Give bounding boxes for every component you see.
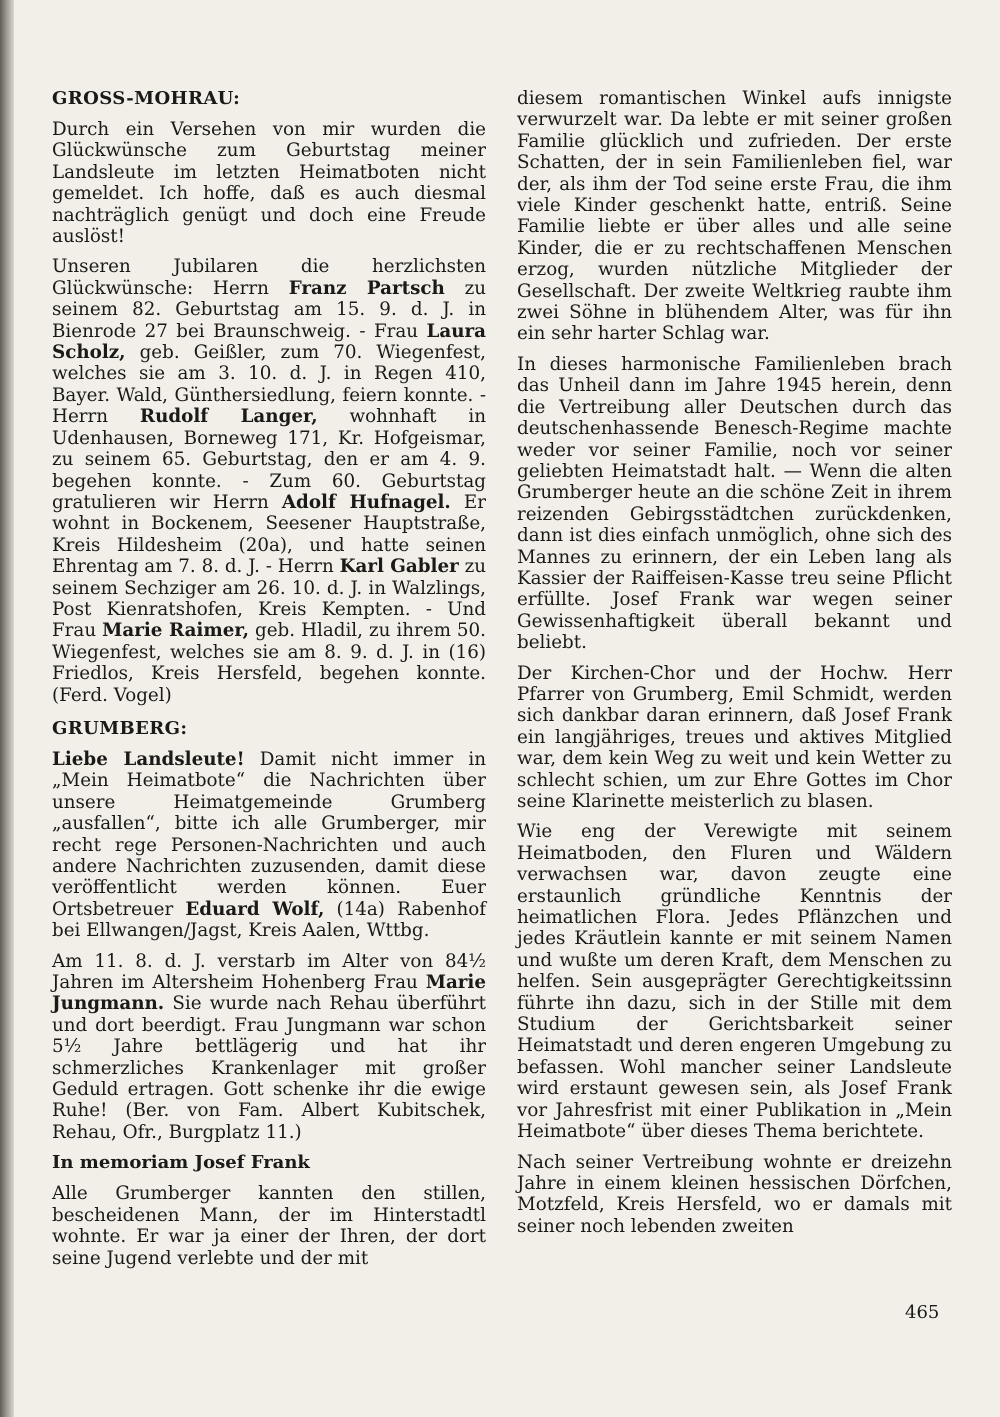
name-marie-jungmann: Marie Jungmann.	[52, 972, 486, 1015]
section-heading-gross-mohrau: GROSS-MOHRAU:	[52, 88, 241, 109]
appeal-salutation: Liebe Landsleute!	[52, 748, 245, 770]
section-heading-in-memoriam: In memoriam Josef Frank	[52, 1152, 310, 1174]
gross-mohrau-intro-paragraph: Durch ein Versehen von mir wurden die Glückwünsche zum Geburtstag meiner Landsleute im letzten Heimatboten nicht gemeldet. Ich hoffe, daß es auch diesmal nachträglich genügt und doch eine Freude auslöst!	[52, 119, 486, 248]
gross-mohrau-birthday-paragraph: Unseren Jubilaren die herzlichsten Glückwünsche: Herrn Franz Partsch zu seinem 82. Geburtstag am 15. 9. d. J. in Bienrode 27 bei Braunschweig. - Frau Laura Scholz, geb. Geißler, zum 70. Wiegenfest, welches sie am 3. 10. d. J. in Regen 410, Bayer. Wald, Günthersiedlung, feiern konnte. - Herrn Rudolf Langer, wohnhaft in Udenhausen, Borneweg 171, Kr. Hofgeismar, zu seinem 65. Geburtstag, den er am 4. 9. begehen konnte. - Zum 60. Geburtstag gratulieren wir Herrn Adolf Hufnagel. Er wohnt in Bockenem, Seesener Hauptstraße, Kreis Hildesheim (20a), und hatte seinen Ehrentag am 7. 8. d. J. - Herrn Karl Gabler zu seinem Sechziger am 26. 10. d. J. in Walzlings, Post Kienratshofen, Kreis Kempten. - Und Frau Marie Raimer, geb. Hladil, zu ihrem 50. Wiegenfest, welches sie am 8. 9. d. J. in (16) Friedlos, Kreis Hersfeld, begehen konnte. (Ferd. Vogel)	[52, 256, 487, 706]
name-laura-scholz: Laura Scholz,	[52, 320, 486, 364]
grumberg-obituary-paragraph: Am 11. 8. d. J. verstarb im Alter von 84½ Jahren im Altersheim Hohenberg Frau Marie Jungmann. Sie wurde nach Rehau überführt und dort beerdigt. Frau Jungmann war schon 5½ Jahre bettlägerig und hat ihr schmerzliches Krankenlager mit großer Geduld ertragen. Gott schenke ihr die ewige Ruhe! (Ber. von Fam. Albert Kubitschek, Rehau, Ofr., Burgplatz 11.)	[52, 950, 486, 1143]
memoriam-paragraph-4: Der Kirchen-Chor und der Hochw. Herr Pfarrer von Grumberg, Emil Schmidt, werden sich dankbar daran erinnern, daß Josef Frank ein langjähriges, treues und aktives Mitglied war, dem kein Weg zu weit und kein Wetter zu schlecht schien, um zur Ehre Gottes im Chor seine Klarinette meisterlich zu blasen.	[517, 662, 952, 812]
name-rudolf-langer: Rudolf Langer,	[139, 406, 318, 428]
memoriam-paragraph-1: Alle Grumberger kannten den stillen, bescheidenen Mann, der im Hinterstadtl wohnte. Er war ja einer der Ihren, der dort seine Jugend verlebte und der mit	[52, 1183, 486, 1269]
name-adolf-hufnagel: Adolf Hufnagel.	[281, 491, 451, 513]
name-karl-gabler: Karl Gabler	[339, 556, 459, 578]
right-column	[517, 88, 952, 1246]
section-heading-grumberg: GRUMBERG:	[52, 717, 188, 739]
memoriam-paragraph-6: Nach seiner Vertreibung wohnte er dreizehn Jahre in einem kleinen hessischen Dörfchen, Motzfeld, Kreis Hersfeld, wo er damals mit seiner noch lebenden zweiten	[517, 1151, 952, 1237]
memoriam-paragraph-5: Wie eng der Verewigte mit seinem Heimatboden, den Fluren und Wäldern verwachsen war, davon zeugte eine erstaunlich gründliche Kenntnis der heimatlichen Flora. Jedes Pflänzchen und jedes Kräutlein kannte er mit seinem Namen und wußte um deren Kraft, dem Menschen zu helfen. Sein ausgeprägter Gerechtigkeitssinn führte ihn dazu, sich in der Stille mit dem Studium der Gerichtsbarkeit seiner Heimatstadt und deren engeren Umgebung zu befassen. Wohl mancher seiner Landsleute wird erstaunt gewesen sein, als Josef Frank vor Jahresfrist mit einer Publikation in „Mein Heimatbote“ über dieses Thema berichtete.	[517, 821, 952, 1143]
memoriam-paragraph-3: In dieses harmonische Familienleben brach das Unheil dann im Jahre 1945 herein, denn die Vertreibung aller Deutschen durch das deutschenhassende Benesch-Regime machte weder vor seiner Familie, noch vor seiner geliebten Heimatstadt halt. — Wenn die alten Grumberger heute an die schöne Zeit in ihrem reizenden Gebirgsstädtchen zurückdenken, dann ist dies einfach unmöglich, ohne sich des Mannes zu erinnern, der ein Leben lang als Kassier der Raiffeisen-Kasse treu seine Pflicht erfüllte. Josef Frank war wegen seiner Gewissenhaftigkeit überall bekannt und beliebt.	[517, 353, 952, 654]
page-number: 465	[905, 1302, 940, 1323]
name-marie-raimer: Marie Raimer,	[102, 620, 250, 642]
grumberg-appeal-paragraph: Liebe Landsleute! Damit nicht immer in „Mein Heimatbote“ die Nachrichten über unsere Heimatgemeinde Grumberg „ausfallen“, bitte ich alle Grumberger, mir recht rege Personen-Nachrichten und auch andere Nachrichten zuzusenden, damit diese veröffentlicht werden können. Euer Ortsbetreuer Eduard Wolf, (14a) Rabenhof bei Ellwangen/Jagst, Kreis Aalen, Wttbg.	[52, 748, 486, 942]
memoriam-paragraph-2: diesem romantischen Winkel aufs innigste verwurzelt war. Da lebte er mit seiner großen Familie glücklich und zufrieden. Der erste Schatten, der in sein Familienleben fiel, war der, als ihm der Tod seine erste Frau, die ihm viele Kinder geschenkt hatte, entriß. Seine Familie liebte er über alles und alle seine Kinder, die er zu rechtschaffenen Menschen erzog, wurden nützliche Mitglieder der Gesellschaft. Der zweite Weltkrieg raubte ihm zwei Söhne in blühendem Alter, was für ihn ein sehr harter Schlag war.	[517, 88, 952, 345]
page-spine-shadow	[0, 0, 14, 1417]
name-franz-partsch: Franz Partsch	[288, 277, 445, 299]
name-eduard-wolf: Eduard Wolf,	[185, 898, 325, 920]
left-column	[52, 88, 486, 1278]
